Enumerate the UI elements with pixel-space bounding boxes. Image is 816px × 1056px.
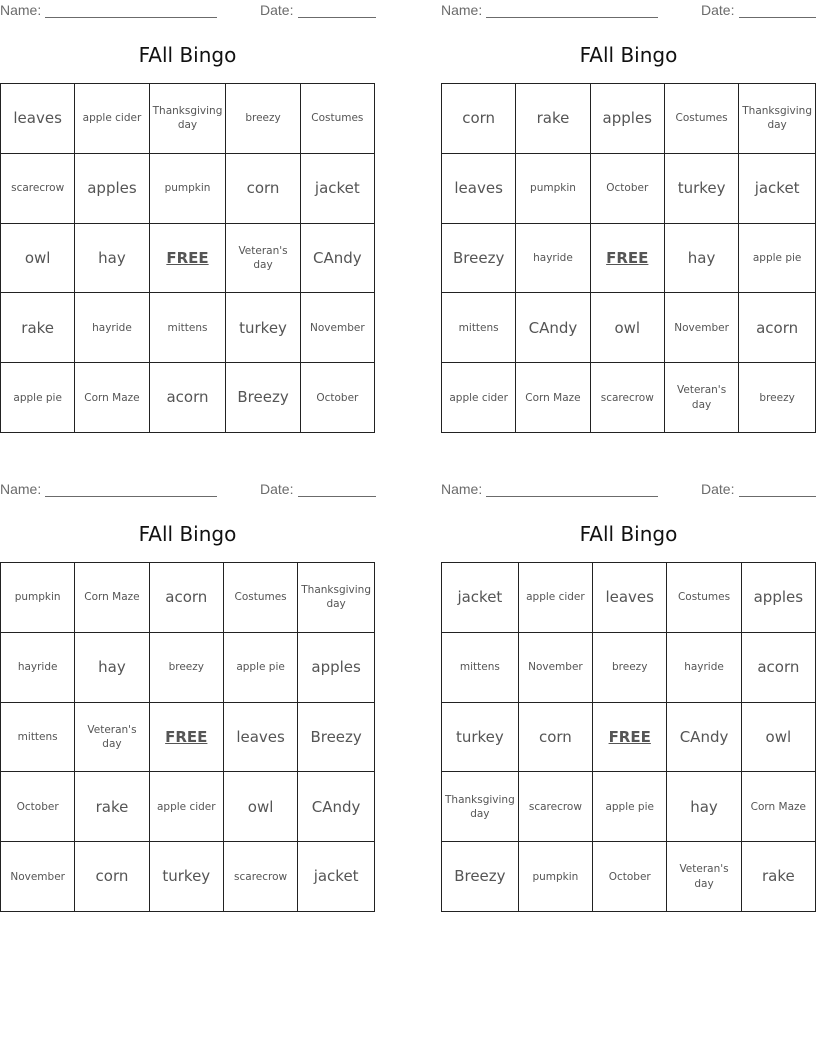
- bingo-cell: rake: [75, 772, 149, 842]
- free-space-cell: FREE: [593, 703, 667, 773]
- bingo-cell: CAndy: [301, 224, 375, 294]
- bingo-cell: hay: [75, 224, 149, 294]
- bingo-cell: pumpkin: [516, 154, 590, 224]
- bingo-cell: breezy: [739, 363, 816, 433]
- bingo-cell: Corn Maze: [516, 363, 590, 433]
- bingo-cell: apples: [298, 633, 375, 703]
- name-field-line: [45, 496, 217, 497]
- bingo-cell: leaves: [442, 154, 516, 224]
- bingo-cell: owl: [591, 293, 665, 363]
- name-field-line: [45, 17, 217, 18]
- bingo-cell: scarecrow: [519, 772, 593, 842]
- bingo-cell: apple pie: [593, 772, 667, 842]
- name-label: Name:: [0, 2, 42, 18]
- bingo-cell: apple cider: [442, 363, 516, 433]
- bingo-cell: turkey: [226, 293, 300, 363]
- bingo-cell: hay: [667, 772, 741, 842]
- bingo-cell: rake: [516, 84, 590, 154]
- bingo-cell: apple pie: [224, 633, 298, 703]
- bingo-cell: November: [1, 842, 75, 912]
- bingo-cell: hayride: [516, 224, 590, 294]
- bingo-cell: CAndy: [298, 772, 375, 842]
- bingo-cell: apple cider: [75, 84, 149, 154]
- card-title: FAll Bingo: [579, 522, 678, 546]
- bingo-cell: Corn Maze: [75, 363, 149, 433]
- bingo-card: [441, 0, 816, 440]
- bingo-cell: jacket: [301, 154, 375, 224]
- bingo-cell: corn: [226, 154, 300, 224]
- bingo-cell: pumpkin: [1, 563, 75, 633]
- bingo-cell: pumpkin: [150, 154, 227, 224]
- bingo-cell: leaves: [1, 84, 75, 154]
- date-field-line: [298, 496, 376, 497]
- bingo-cell: apple pie: [1, 363, 75, 433]
- bingo-grid: [0, 83, 375, 433]
- date-label: Date:: [260, 2, 294, 18]
- card-title: FAll Bingo: [579, 43, 678, 67]
- bingo-cell: apples: [742, 563, 816, 633]
- bingo-cell: mittens: [1, 703, 75, 773]
- bingo-grid: [441, 83, 816, 433]
- bingo-cell: jacket: [442, 563, 519, 633]
- bingo-card: [0, 0, 375, 440]
- date-label: Date:: [701, 481, 735, 497]
- date-label: Date:: [260, 481, 294, 497]
- bingo-cell: Thanksgiving day: [298, 563, 375, 633]
- bingo-cell: owl: [1, 224, 75, 294]
- bingo-cell: Costumes: [301, 84, 375, 154]
- bingo-cell: Veteran's day: [665, 363, 739, 433]
- name-date-header: [441, 0, 816, 20]
- bingo-cell: owl: [224, 772, 298, 842]
- bingo-cell: October: [591, 154, 665, 224]
- bingo-cell: Veteran's day: [667, 842, 741, 912]
- bingo-cell: turkey: [665, 154, 739, 224]
- bingo-cell: breezy: [150, 633, 224, 703]
- bingo-cell: hayride: [1, 633, 75, 703]
- name-date-header: [441, 479, 816, 499]
- bingo-cell: November: [665, 293, 739, 363]
- bingo-cell: acorn: [150, 363, 227, 433]
- bingo-cell: Costumes: [665, 84, 739, 154]
- bingo-cell: turkey: [150, 842, 224, 912]
- free-space-cell: FREE: [150, 224, 227, 294]
- bingo-cell: CAndy: [667, 703, 741, 773]
- bingo-cell: hay: [665, 224, 739, 294]
- bingo-cell: Corn Maze: [75, 563, 149, 633]
- bingo-cell: October: [301, 363, 375, 433]
- bingo-cell: corn: [442, 84, 516, 154]
- bingo-cell: Thanksgiving day: [739, 84, 816, 154]
- date-field-line: [739, 17, 816, 18]
- bingo-cell: Breezy: [442, 842, 519, 912]
- bingo-cell: Costumes: [667, 563, 741, 633]
- name-label: Name:: [441, 481, 483, 497]
- bingo-cell: jacket: [739, 154, 816, 224]
- bingo-cell: acorn: [742, 633, 816, 703]
- bingo-grid: [441, 562, 816, 912]
- bingo-cell: breezy: [593, 633, 667, 703]
- bingo-cell: hayride: [75, 293, 149, 363]
- bingo-cell: November: [519, 633, 593, 703]
- free-space-cell: FREE: [591, 224, 665, 294]
- card-title: FAll Bingo: [138, 43, 237, 67]
- bingo-cell: November: [301, 293, 375, 363]
- bingo-cell: Thanksgiving day: [150, 84, 227, 154]
- bingo-cell: corn: [519, 703, 593, 773]
- bingo-cell: breezy: [226, 84, 300, 154]
- bingo-cell: owl: [742, 703, 816, 773]
- bingo-cell: mittens: [442, 633, 519, 703]
- bingo-cell: corn: [75, 842, 149, 912]
- bingo-cell: Breezy: [298, 703, 375, 773]
- bingo-cell: acorn: [739, 293, 816, 363]
- bingo-card: [441, 479, 816, 919]
- date-field-line: [739, 496, 816, 497]
- bingo-cell: apple pie: [739, 224, 816, 294]
- bingo-grid: [0, 562, 375, 912]
- name-date-header: [0, 479, 375, 499]
- name-label: Name:: [441, 2, 483, 18]
- bingo-cell: jacket: [298, 842, 375, 912]
- name-field-line: [486, 496, 658, 497]
- bingo-cell: turkey: [442, 703, 519, 773]
- name-label: Name:: [0, 481, 42, 497]
- bingo-cell: mittens: [442, 293, 516, 363]
- bingo-cell: October: [593, 842, 667, 912]
- bingo-cell: apple cider: [519, 563, 593, 633]
- bingo-cell: Veteran's day: [226, 224, 300, 294]
- bingo-cell: Thanksgiving day: [442, 772, 519, 842]
- bingo-card: [0, 479, 375, 919]
- bingo-cell: pumpkin: [519, 842, 593, 912]
- bingo-cell: scarecrow: [224, 842, 298, 912]
- free-space-cell: FREE: [150, 703, 224, 773]
- bingo-cell: CAndy: [516, 293, 590, 363]
- bingo-cell: apples: [591, 84, 665, 154]
- bingo-cell: scarecrow: [1, 154, 75, 224]
- bingo-cell: acorn: [150, 563, 224, 633]
- bingo-cell: scarecrow: [591, 363, 665, 433]
- bingo-cell: Breezy: [226, 363, 300, 433]
- bingo-cell: leaves: [593, 563, 667, 633]
- bingo-cell: mittens: [150, 293, 227, 363]
- bingo-cell: Corn Maze: [742, 772, 816, 842]
- date-label: Date:: [701, 2, 735, 18]
- bingo-cell: rake: [742, 842, 816, 912]
- bingo-cell: Breezy: [442, 224, 516, 294]
- bingo-cell: leaves: [224, 703, 298, 773]
- bingo-cell: hayride: [667, 633, 741, 703]
- name-field-line: [486, 17, 658, 18]
- bingo-cell: Costumes: [224, 563, 298, 633]
- card-title: FAll Bingo: [138, 522, 237, 546]
- bingo-cell: rake: [1, 293, 75, 363]
- bingo-cell: apple cider: [150, 772, 224, 842]
- date-field-line: [298, 17, 376, 18]
- name-date-header: [0, 0, 375, 20]
- bingo-cell: October: [1, 772, 75, 842]
- bingo-cell: apples: [75, 154, 149, 224]
- bingo-cell: Veteran's day: [75, 703, 149, 773]
- bingo-cell: hay: [75, 633, 149, 703]
